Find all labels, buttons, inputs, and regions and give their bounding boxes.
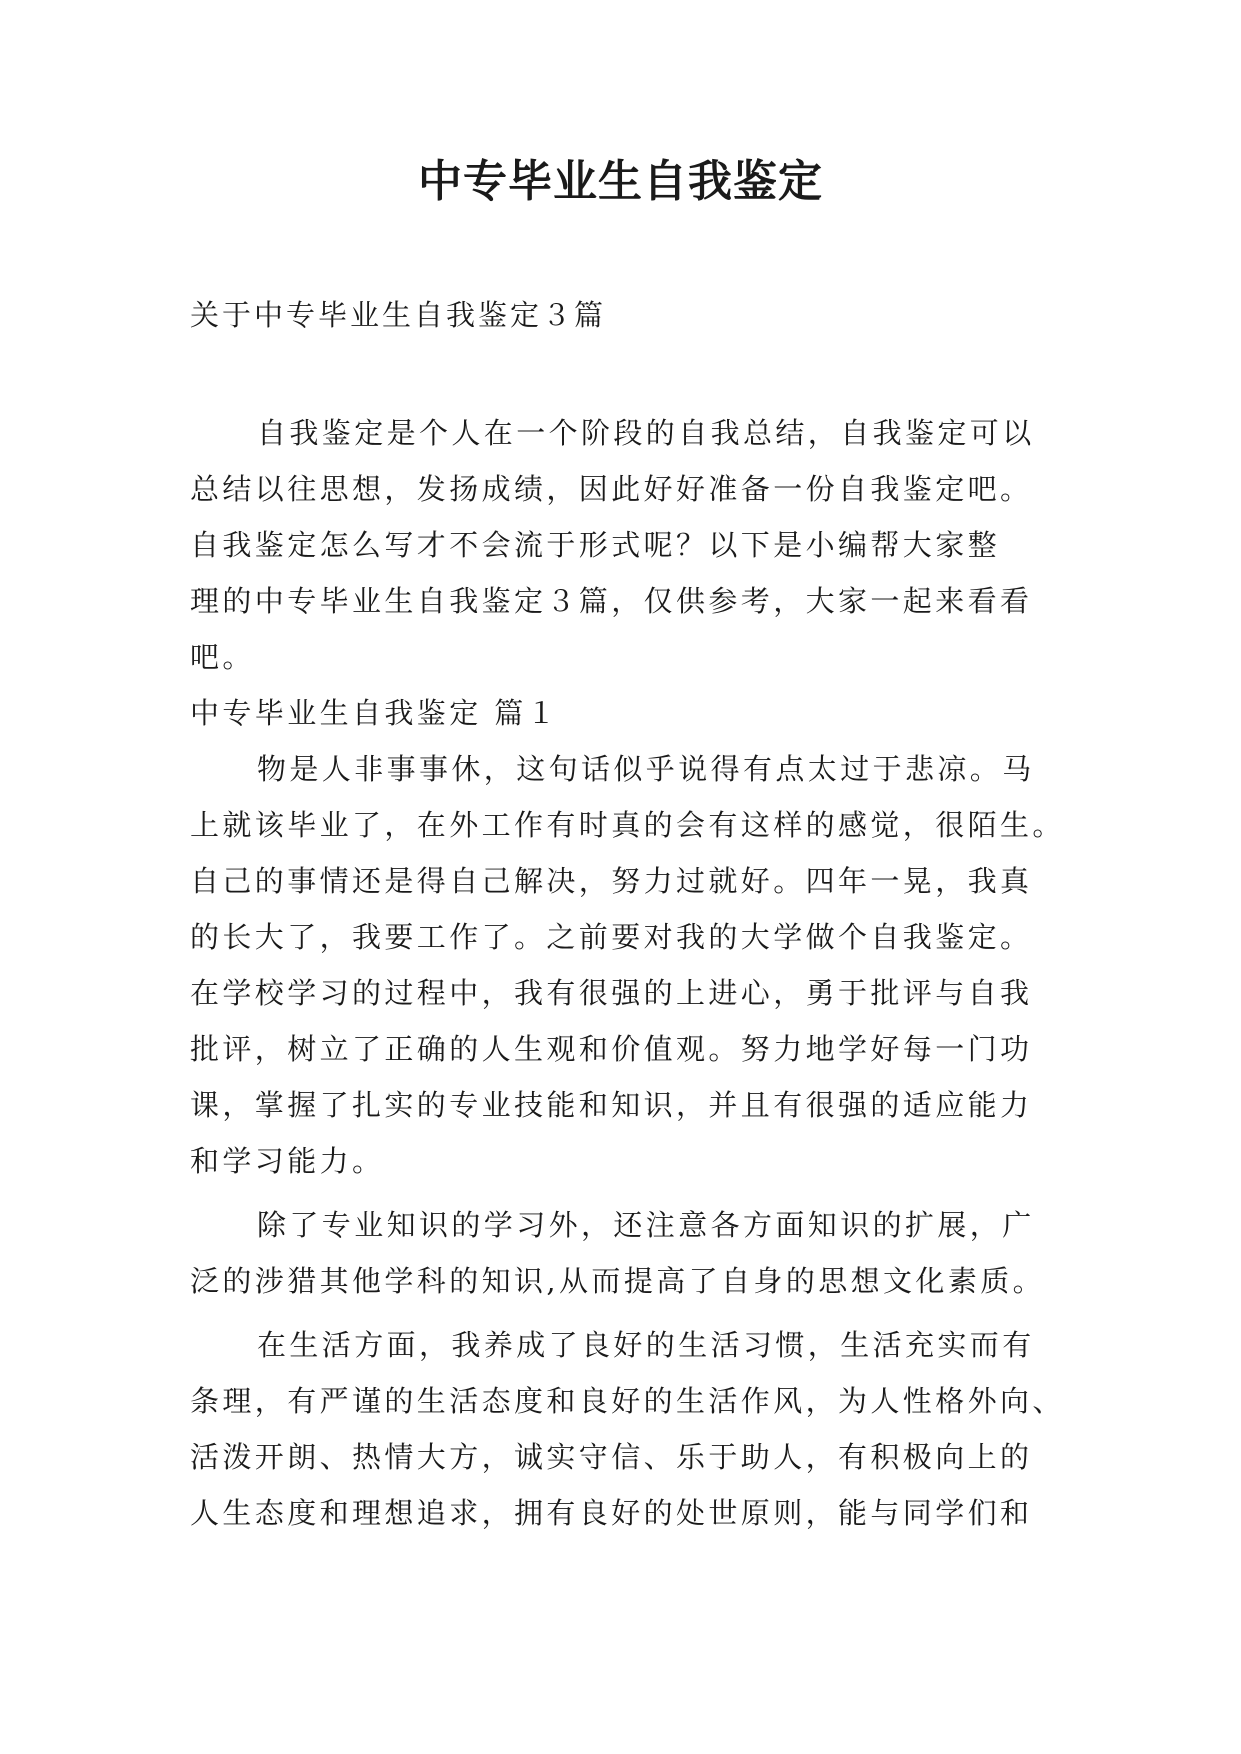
text-line: 的长大了，我要工作了。之前要对我的大学做个自我鉴定。 xyxy=(190,920,1033,954)
text-line: 批评，树立了正确的人生观和价值观。努力地学好每一门功 xyxy=(190,1032,1033,1066)
text-line: 在学校学习的过程中，我有很强的上进心，勇于批评与自我 xyxy=(190,976,1033,1010)
text-line: 活泼开朗、热情大方，诚实守信、乐于助人，有积极向上的 xyxy=(190,1440,1033,1474)
text-line: 条理，有严谨的生活态度和良好的生活作风，为人性格外向、 xyxy=(190,1384,1065,1418)
text-line: 自己的事情还是得自己解决，努力过就好。四年一晃，我真 xyxy=(190,864,1033,898)
text-line: 总结以往思想，发扬成绩，因此好好准备一份自我鉴定吧。 xyxy=(190,472,1033,506)
text-line: 物是人非事事休，这句话似乎说得有点太过于悲凉。马 xyxy=(257,752,1035,786)
text-line: 吧。 xyxy=(190,640,255,674)
text-line: 和学习能力。 xyxy=(190,1144,385,1178)
text-line: 课，掌握了扎实的专业技能和知识，并且有很强的适应能力 xyxy=(190,1088,1033,1122)
text-line: 除了专业知识的学习外，还注意各方面知识的扩展，广 xyxy=(257,1208,1035,1242)
text-line: 自我鉴定是个人在一个阶段的自我总结，自我鉴定可以 xyxy=(257,416,1035,450)
section-heading: 中专毕业生自我鉴定 篇１ xyxy=(190,696,560,730)
document-subtitle: 关于中专毕业生自我鉴定３篇 xyxy=(190,298,607,332)
text-line: 在生活方面，我养成了良好的生活习惯，生活充实而有 xyxy=(257,1328,1035,1362)
document-title: 中专毕业生自我鉴定 xyxy=(418,156,823,207)
text-line: 自我鉴定怎么写才不会流于形式呢？以下是小编帮大家整 xyxy=(190,528,1001,562)
document-body xyxy=(190,405,1070,1541)
text-line: 泛的涉猎其他学科的知识,从而提高了自身的思想文化素质。 xyxy=(190,1264,1046,1298)
text-line: 理的中专毕业生自我鉴定３篇，仅供参考，大家一起来看看 xyxy=(190,584,1033,618)
text-line: 人生态度和理想追求，拥有良好的处世原则，能与同学们和 xyxy=(190,1496,1033,1530)
text-line: 上就该毕业了，在外工作有时真的会有这样的感觉，很陌生。 xyxy=(190,808,1065,842)
